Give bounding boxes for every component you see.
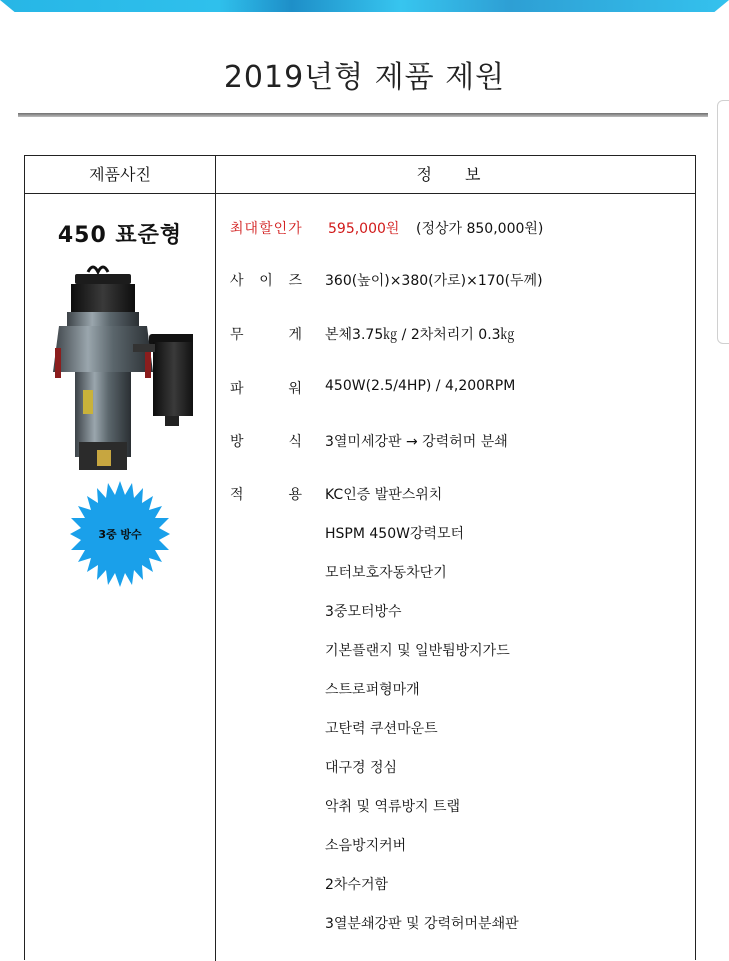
badge-label: 3중 방수 [98, 528, 142, 541]
feature-item: 3열분쇄강판 및 강력허머분쇄판 [325, 916, 519, 932]
feature-item: 스트로퍼형마개 [325, 682, 420, 698]
size-label: 사 이 즈 [230, 273, 302, 289]
weight-value: 본체3.75㎏ / 2차처리기 0.3㎏ [325, 327, 515, 343]
product-image [53, 262, 193, 477]
method-label: 방 식 [230, 434, 302, 450]
product-name: 450 표준형 [57, 223, 183, 248]
feature-item: 3중모터방수 [325, 604, 402, 620]
side-tab[interactable] [717, 100, 729, 344]
header-product-photo: 제품사진 [89, 165, 151, 184]
size-value: 360(높이)×380(가로)×170(두께) [325, 273, 543, 289]
feature-item: 대구경 정심 [325, 760, 398, 776]
feature-item: 소음방지커버 [325, 838, 407, 854]
header-info: 정 보 [416, 165, 495, 184]
price-label: 최대할인가 [230, 221, 303, 237]
waterproof-badge [70, 481, 170, 587]
feature-item: HSPM 450W강력모터 [325, 526, 465, 542]
feature-item: 고탄력 쿠션마운트 [325, 721, 438, 737]
method-value: 3열미세강판 → 강력허머 분쇄 [325, 434, 508, 450]
regular-price: (정상가 850,000원) [416, 221, 544, 237]
feature-item: 악취 및 역류방지 트랩 [325, 799, 461, 815]
price-value: 595,000원 [328, 221, 400, 237]
feature-item: 2차수거함 [325, 877, 389, 893]
feature-item: 모터보호자동차단기 [325, 565, 447, 581]
spec-table [24, 155, 696, 960]
apply-label: 적 용 [230, 487, 302, 503]
power-label: 파 워 [230, 381, 302, 397]
title-divider [18, 113, 708, 117]
weight-label: 무 게 [230, 327, 302, 343]
table-header-row [25, 156, 695, 194]
column-divider [215, 156, 216, 961]
feature-item: 기본플랜지 및 일반튐방지가드 [325, 643, 510, 659]
power-value: 450W(2.5/4HP) / 4,200RPM [325, 378, 516, 394]
feature-item: KC인증 발판스위치 [325, 487, 443, 503]
top-banner [0, 0, 729, 12]
page-title: 2019년형 제품 제원 [223, 60, 506, 95]
